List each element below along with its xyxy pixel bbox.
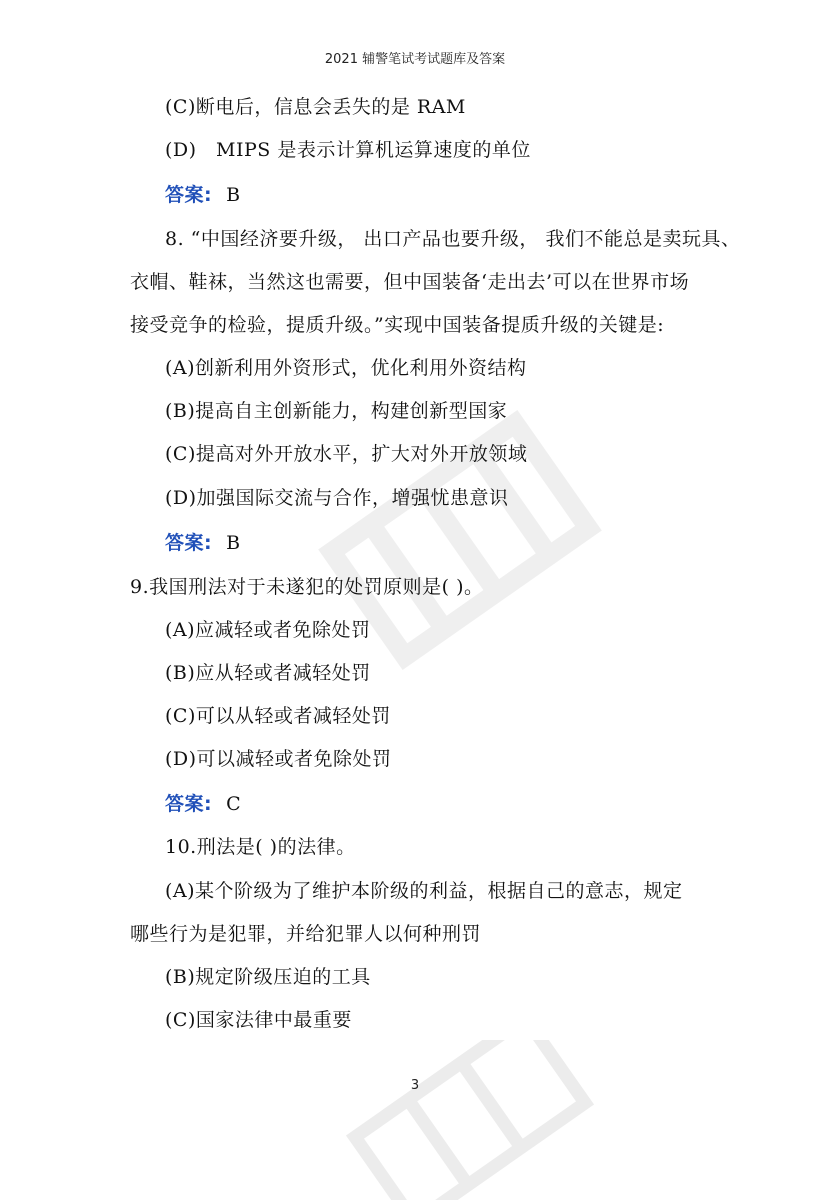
q8-option-c: (C)提高对外开放水平，扩大对外开放领域 bbox=[165, 443, 528, 465]
q9-option-b: (B)应从轻或者减轻处罚 bbox=[165, 662, 371, 684]
answer-label: 答案: bbox=[165, 793, 213, 815]
q9-stem: 9.我国刑法对于未遂犯的处罚原则是( )。 bbox=[130, 576, 484, 598]
page-number: 3 bbox=[410, 1078, 420, 1093]
q10-option-b: (B)规定阶级压迫的工具 bbox=[165, 966, 371, 988]
q10-option-a-line-2: 哪些行为是犯罪，并给犯罪人以何种刑罚 bbox=[130, 923, 482, 945]
q7-answer bbox=[165, 182, 241, 208]
q9-option-c: (C)可以从轻或者减轻处罚 bbox=[165, 705, 391, 727]
q7-option-d: (D) MIPS 是表示计算机运算速度的单位 bbox=[165, 139, 531, 161]
q8-stem-line-1: 8. “中国经济要升级， 出口产品也要升级， 我们不能总是卖玩具、 bbox=[165, 228, 741, 250]
q10-stem: 10.刑法是( )的法律。 bbox=[165, 836, 356, 858]
answer-label: 答案: bbox=[165, 532, 213, 554]
q8-stem-line-3: 接受竞争的检验，提质升级。”实现中国装备提质升级的关键是: bbox=[130, 314, 665, 336]
watermark-stamp-bottom bbox=[340, 1040, 600, 1200]
answer-label: 答案: bbox=[165, 184, 213, 206]
q10-option-c: (C)国家法律中最重要 bbox=[165, 1009, 352, 1031]
q8-option-a: (A)创新利用外资形式，优化利用外资结构 bbox=[165, 357, 527, 379]
q9-answer bbox=[165, 791, 241, 817]
q8-option-b: (B)提高自主创新能力，构建创新型国家 bbox=[165, 400, 508, 422]
watermark-stamp bbox=[300, 380, 620, 700]
q9-option-a: (A)应减轻或者免除处罚 bbox=[165, 619, 371, 641]
q9-option-d: (D)可以减轻或者免除处罚 bbox=[165, 748, 392, 770]
q8-answer bbox=[165, 530, 241, 556]
page-header: 2021 辅警笔试考试题库及答案 bbox=[324, 52, 506, 67]
answer-value: C bbox=[226, 793, 242, 815]
answer-value: B bbox=[226, 532, 241, 554]
q7-option-c: (C)断电后，信息会丢失的是 RAM bbox=[165, 96, 466, 118]
q8-stem-line-2: 衣帽、鞋袜，当然这也需要，但中国装备‘走出去’可以在世界市场 bbox=[130, 271, 690, 293]
q10-option-a-line-1: (A)某个阶级为了维护本阶级的利益，根据自己的意志，规定 bbox=[165, 880, 683, 902]
q8-option-d: (D)加强国际交流与合作，增强忧患意识 bbox=[165, 487, 509, 509]
answer-value: B bbox=[226, 184, 241, 206]
